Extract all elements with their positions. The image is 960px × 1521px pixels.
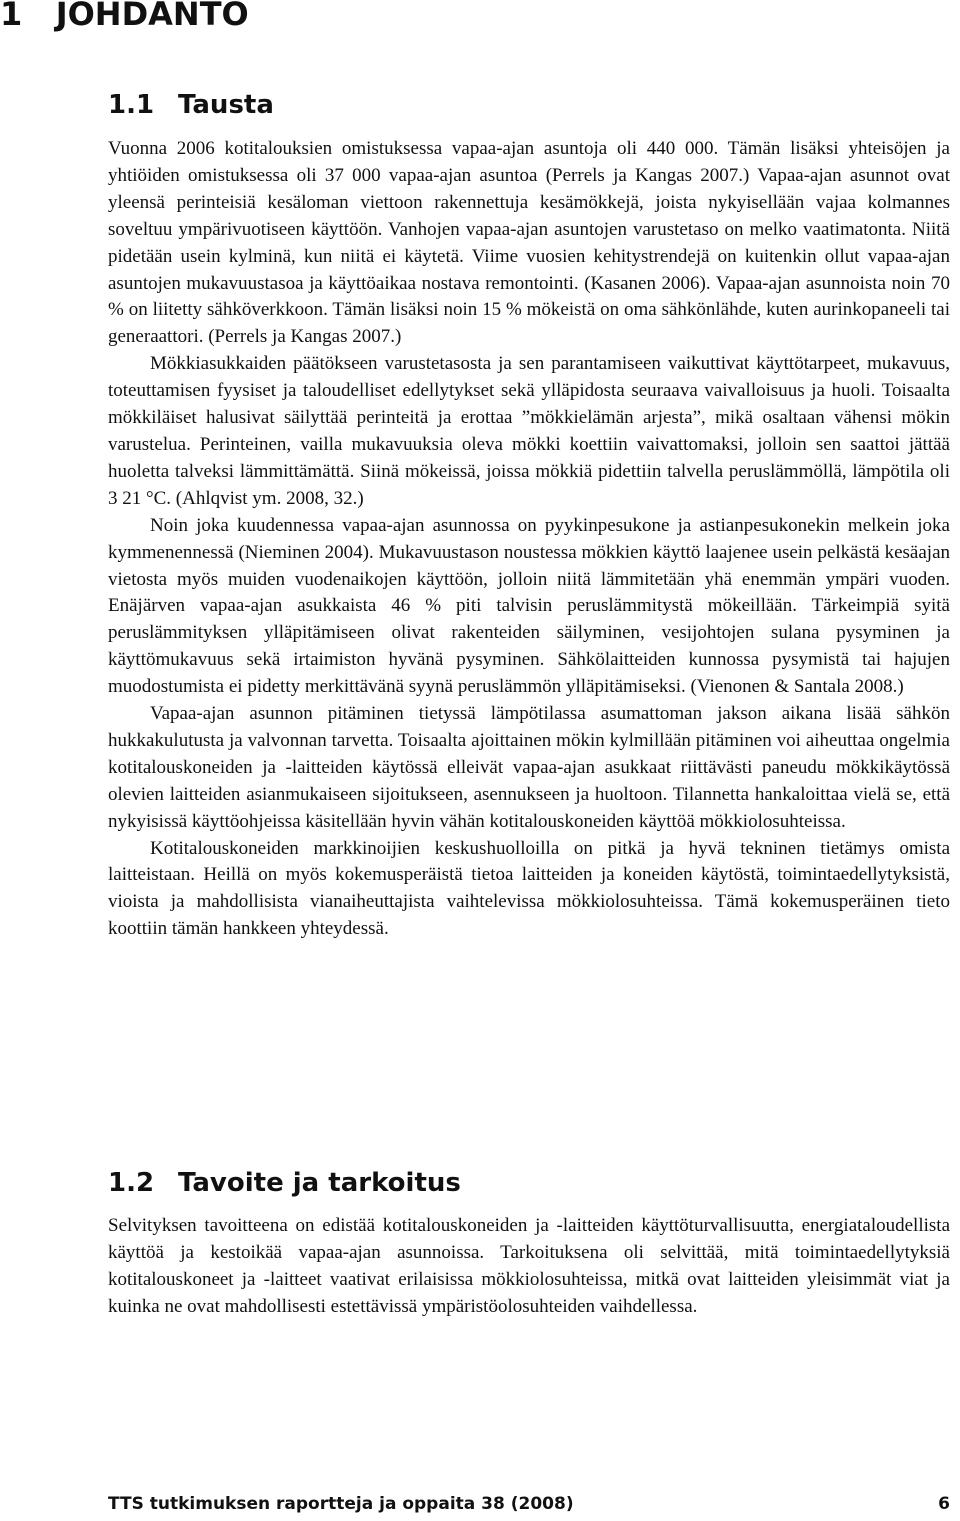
section-heading-tavoite [108, 1167, 461, 1199]
section-title: Tavoite ja tarkoitus [178, 1168, 461, 1198]
section-number: 1.2 [108, 1168, 155, 1198]
chapter-title: JOHDANTO [55, 0, 249, 33]
paragraph: Vapaa-ajan asunnon pitäminen tietyssä lämpötilassa asumattoman jakson aikana lisää sähkön hukkakulutusta ja valvonnan tarvetta. Toisaalta ajoittainen mökin kylmillään pitäminen voi aiheuttaa ongelmia kotitalouskoneiden ja -laitteiden käytössä elleivät vapaa-ajan asukkaat riittävästi paneudu mökkikäytössä olevien laitteiden asianmukaiseen sijoitukseen, asennukseen ja huoltoon. Tilannetta hankaloittaa vielä se, että nykyisissä käyttöohjeissa käsitellään hyvin vähän kotitalouskoneiden käyttöä mökkiolosuhteissa. [108, 703, 950, 832]
paragraph: Kotitalouskoneiden markkinoijien keskushuolloilla on pitkä ja hyvä tekninen tietämys omista laitteistaan. Heillä on myös kokemusperäistä tietoa laitteiden ja koneiden käytöstä, toimintaedellytyksistä, vioista ja mahdollisista vianaiheuttajista vaihtelevissa mökkiolosuhteissa. Tämä kokemusperäinen tieto koottiin tämän hankkeen yhteydessä. [108, 837, 950, 940]
section-title: Tausta [178, 90, 274, 120]
section-number: 1.1 [108, 90, 155, 120]
page-footer [108, 1493, 950, 1515]
section-body-tausta [108, 136, 950, 943]
page-number: 6 [938, 1494, 950, 1514]
paragraph: Noin joka kuudennessa vapaa-ajan asunnossa on pyykinpesukone ja astianpesukonekin melkein joka kymmenennessä (Nieminen 2004). Mukavuustason noustessa mökkien käyttö laajenee usein pelkästä kesäajan vietosta myös muiden vuodenaikojen käyttöön, jolloin niitä lämmitetään yhä enemmän ympäri vuoden. Enäjärven vapaa-ajan asukkaista 46 % piti talvisin peruslämmitystä mökeillään. Tärkeimpiä syitä peruslämmityksen ylläpitämiseen olivat rakenteiden säilyminen, vesijohtojen sulana pysyminen ja käyttömukavuus sekä irtaimiston hyvänä pysyminen. Sähkölaitteiden kunnossa pysymistä tai hajujen muodostumista ei pidetty merkittävänä syynä peruslämmön ylläpitämiseksi. (Vienonen & Santala 2008.) [108, 514, 950, 698]
chapter-number: 1 [0, 0, 23, 33]
chapter-heading [0, 0, 249, 34]
paragraph: Vuonna 2006 kotitalouksien omistuksessa vapaa-ajan asuntoja oli 440 000. Tämän lisäksi yhteisöjen ja yhtiöiden omistuksessa oli 37 000 vapaa-ajan asuntoa (Perrels ja Kangas 2007.) Vapaa-ajan asunnot ovat yleensä perinteisiä kesäloman viettoon rakennettuja kesämökkejä, joista nykyisellään vajaa kolmannes soveltuu ympärivuotiseen käyttöön. Vanhojen vapaa-ajan asuntojen varustetaso on melko vaatimatonta. Niitä pidetään usein kylminä, kun niitä ei käytetä. Viime vuosien kehitystrendejä on kuitenkin ollut vapaa-ajan asuntojen mukavuustasoa ja käyttöaikaa nostava remontointi. (Kasanen 2006). Vapaa-ajan asunnoista noin 70 % on liitetty sähköverkkoon. Tämän lisäksi noin 15 % mökeistä on oma sähkönlähde, kuten aurinkopaneeli tai generaattori. (Perrels ja Kangas 2007.) [108, 138, 950, 348]
section-heading-tausta [108, 89, 274, 121]
paragraph: Mökkiasukkaiden päätökseen varustetasosta ja sen parantamiseen vaikuttivat käyttötarpeet, mukavuus, toteuttamisen fyysiset ja taloudelliset edellytykset sekä ylläpidosta seuraava vaivalloisuus ja huoli. Toisaalta mökkiläiset halusivat säilyttää perinteitä ja erottaa ”mökkielämän arjesta”, mikä osaltaan vähensi mökin varustelua. Perinteinen, vailla mukavuuksia oleva mökki koettiin vaivattomaksi, jolloin sen saattoi jättää huoletta talveksi lämmittämättä. Siinä mökeissä, joissa mökkiä pidettiin talvella peruslämmöllä, lämpötila oli 3 21 °C. (Ahlqvist ym. 2008, 32.) [108, 353, 950, 509]
paragraph: Selvityksen tavoitteena on edistää kotitalouskoneiden ja -laitteiden käyttöturvallisuutta, energiataloudellista käyttöä ja kestoikää vapaa-ajan asunnoissa. Tarkoituksena oli selvittää, mitä toimintaedellytyksiä kotitalouskoneet ja -laitteet vaativat erilaisissa mökkiolosuhteissa, mitkä ovat laitteiden yleisimmät viat ja kuinka ne ovat mahdollisesti estettävissä ympäristöolosuhteiden vaihdellessa. [108, 1215, 950, 1317]
publication-name: TTS tutkimuksen raportteja ja oppaita 38 (2008) [108, 1494, 574, 1514]
section-body-tavoite [108, 1213, 950, 1321]
